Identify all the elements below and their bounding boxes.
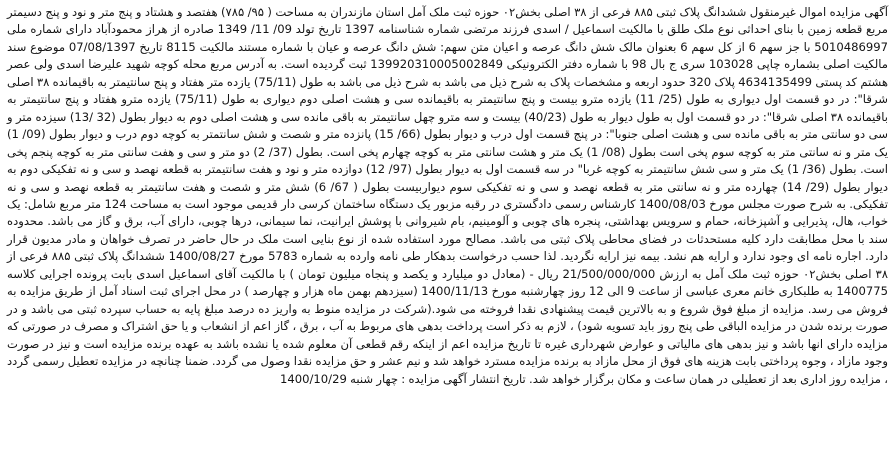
auction-notice-text: آگهی مزایده اموال غیرمنقول ششدانگ پلاک ثبتی ۸۸۵ فرعی از ۳۸ اصلی بخش۰۲ حوزه ثبت ملک آمل استان مازندران به مساحت ( ۹۵/ ۷۸۵) هفتصد و هشتاد و پنج متر و نود و پنج دسیمتر مربع قطعه زمین با بنای احداثی نوع ملک طلق با مالکیت اسماعیل / اسدی فرزند مرتضی شماره شناسنامه 1397 تاریخ تولد 09/ 11/ 1349 صادره از هراز محمودآباد دارای شماره ملی 5010486997 با جز سهم 6 از کل سهم 6 بعنوان مالک شش دانگ عرصه و اعیان متن سهم: شش دانگ عرصه و عیان با شماره مستند مالکیت 8115 تاریخ 07/08/1397 موضوع سند مالکیت اصلی بشماره چاپی 103028 سری ج بال 98 با شماره دفتر الکترونیکی 139920310005002849 ثبت گردیده است. به آدرس مربع محله کوچه شهید علیرضا اسدی ولی عصر هشتم کد پستی 4634135499 پلاک 320 حدود اربعه و مشخصات پلاک به شرح ذیل می باشد به شرح ذیل می باشد به طول (75/11) یازده متر هفتاد و پنج سانتیمتر به باقیمانده ۳۸ اصلی شرقا": در دو قسمت اول دیواری به طول (25/ 11) یازده مترو بیست و پنج سانتیمتر به باقیمانده سی و هشت اصلی دوم دیواری به طول (75/11) یازده مترو هفتاد و پنج سانتیمتر به باقیمانده ۳۸ اصلی شرقا": در دو قسمت اول به طول دیوار به طول (40/23) بیست و سه مترو چهل سانتیمتر به باقی مانده سی و هشت اصلی دوم به دیوار بطول (32 /13) سیزده متر و سی دو سانتی متر به باقی مانده سی و هشت اصلی جنوبا": در پنج قسمت اول درب و دیوار بطول (66/ 15) پانزده متر و شصت و شش سانتمتر به کوچه دوم درب و دیوار بطول (09/ 1) یک متر و نه سانتی متر به کوچه سوم پخی است بطول (08/ 1) یک متر و هشت سانتی متر به کوچه چهارم پخی است. بطول (37/ 2) دو متر و سی و هفت سانتی متر به کوچه پنجم پخی است. بطول (36/ 1) یک متر و سی شش سانتیمتر به کوچه غربا" در سه قسمت اول به دیوار بطول (97/ 12) دوازده متر و نود و هفت سانتیمتر به قطعه نهصد و سی و نه تفکیکی دوم به دیوار بطول (29/ 14) چهارده متر و نه سانتی متر به قطعه نهصد و سی و نه تفکیکی سوم دیواربیست بطول ( 67/ 6) شش متر و شصت و هفت سانتیمتر به قطعه نهصد و سی و نه تفکیکی. به شرح صورت مجلس مورخ 1400/08/03 کارشناس رسمی دادگستری در رقبه مزبور یک دستگاه ساختمان کرسی دار قدیمی موجود است به مساحت 124 متر مربع شامل: یک خواب، هال، پذیرایی و آشپزخانه، حمام و سرویس بهداشتی، پنجره های چوبی و آلومینیم، بام شیروانی با پوشش ایرانیت، نما سیمانی، درها چوبی، دارای آب، برق و گاز می باشد. محدوده سند با محل مطابقت دارد کلیه مستحدثات در فضای محاطی پلاک ثبتی می باشد. مصالح مورد استفاده شده از نوع بنایی است ملک در حال حاضر در تصرف خواهان و مادر مدیون قرار دارد. اجاره نامه ای وجود ندارد و ارایه هم نشد. بیمه نیز ارایه نگردید. لذا حسب درخواست بدهکار طی نامه وارده به شماره 5783 مورخ 1400/08/27 ششدانگ پلاک ثبتی ۸۸۵ فرعی از ۳۸ اصلی بخش۰۲ حوزه ثبت ملک آمل به ارزش 21/500/000/000 ریال - (معادل دو میلیارد و یکصد و پنجاه میلیون تومان ) با مالکیت آقای اسماعیل اسدی بابت پرونده اجرایی کلاسه 1400775 به طلبکاری خانم معری عباسی از ساعت 9 الی 12 روز چهارشنبه مورخ 1400/11/13 (سیزدهم بهمن ماه هزار و چهارصد ) در محل اجرای ثبت اسناد آمل از طریق مزایده به فروش می رسد. مزایده از مبلغ فوق شروع و به بالاترین قیمت پیشنهادی نقدا فروخته می شود.(شرکت در مزایده منوط به واریز ده درصد مبلغ پایه به حساب سپرده ثبتی می باشد و در صورت برنده شدن در مزایده الباقی طی پنج روز باید تسویه شود) ، لازم به ذکر است پرداخت بدهی های مربوط به آب ، برق ، گاز اعم از انشعاب و یا حق اشتراک و مصرف در صورتی که مزایده دارای انها باشد و نیز بدهی های مالیاتی و عوارض شهرداری غیره تا تاریخ مزایده اعم از اینکه رقم قطعی آن معلوم شده یا نشده باشد به عهده برنده مزایده است و نیز در صورت وجود مازاد ، وجوه پرداختی بابت هزینه های فوق از محل مازاد به برنده مزایده مسترد خواهد شد و نیم عشر و حق مزایده نقدا وصول می گردد. ضمنا چنانچه در مزایده تعطیل رسمی گردد ، مزایده روز اداری بعد از تعطیلی در همان ساعت و مکان برگزار خواهد شد. تاریخ انتشار آگهی مزایده : چهار شنبه 1400/10/29 (7, 5, 889, 386)
